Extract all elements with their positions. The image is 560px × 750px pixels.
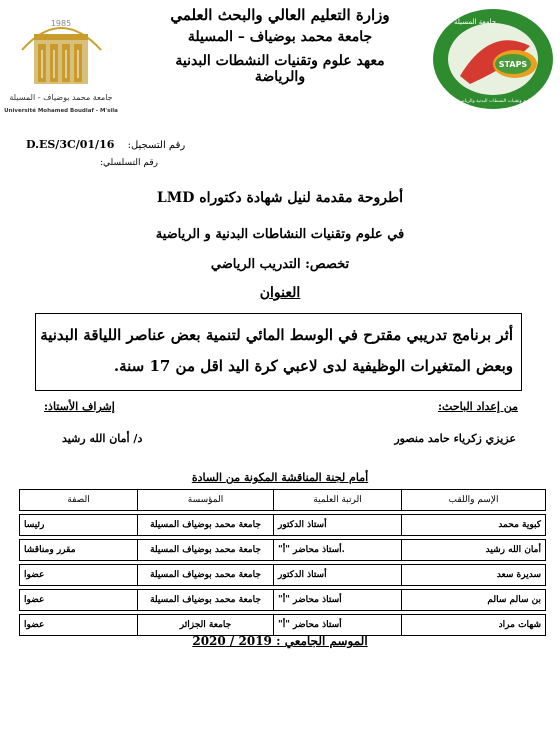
table-row	[20, 590, 546, 611]
registration-line	[26, 138, 185, 151]
member-institution: جامعة محمد بوضياف المسيلة	[138, 590, 274, 611]
header-institution: المؤسسة	[138, 490, 274, 511]
member-rank: أستاذ محاضر "أ"	[274, 615, 402, 636]
logo-text-ar: جامعة محمد بوضياف - المسيلة	[9, 93, 113, 102]
header-role: الصفة	[20, 490, 138, 511]
thesis-field: في علوم وتقنيات النشاطات البدنية و الرياضية	[155, 227, 405, 242]
student-name: عزيزي زكرياء حامد منصور	[394, 432, 516, 445]
table-row	[20, 540, 546, 561]
table-row	[20, 565, 546, 586]
member-name: سديرة سعد	[402, 565, 546, 586]
member-rank: أستاذ محاضر "أ"	[274, 590, 402, 611]
registration-label: رقم التسجيل:	[127, 140, 186, 151]
member-rank: أستاذ الدكتور	[274, 515, 402, 536]
prepared-by-label: من إعداد الباحث:	[437, 400, 518, 413]
member-rank: .أستاذ محاضر "أ"	[274, 540, 402, 561]
institute-title: معهد علوم وتقنيات النشطات البدنية والرياضة	[175, 53, 385, 85]
thesis-title: أثر برنامج تدريبي مقترح في الوسط المائي لتنمية بعض عناصر اللياقة البدنية وبعض المتغيرات الوظيفية لدى لاعبي كرة اليد اقل من 17 سنة.	[40, 326, 513, 375]
committee-header-row	[20, 490, 546, 511]
member-institution: جامعة محمد بوضياف المسيلة	[138, 540, 274, 561]
member-institution: جامعة الجزائر	[138, 615, 274, 636]
member-role: عضوا	[20, 590, 138, 611]
university-title: جامعة محمد بوضياف – المسيلة	[187, 29, 373, 45]
member-role: عضوا	[20, 565, 138, 586]
title-label: العنوان	[259, 285, 301, 301]
university-logo	[4, 4, 119, 124]
thesis-specialty: تخصص: التدريب الرياضي	[210, 257, 350, 272]
thesis-degree: أطروحة مقدمة لنيل شهادة دكتوراه LMD	[156, 190, 404, 206]
member-rank: أستاذ الدكتور	[274, 565, 402, 586]
thesis-title-box	[35, 313, 522, 391]
member-name: أمان الله رشيد	[402, 540, 546, 561]
table-row	[20, 515, 546, 536]
staps-arc-text: جامعة المسيلة	[453, 18, 497, 26]
header-name: الإسم واللقب	[402, 490, 546, 511]
staps-bottom-text: معهد علوم وتقنيات النشطات البدنية والرياضية	[457, 99, 543, 104]
supervisor-name: د/ أمان الله رشيد	[62, 432, 143, 445]
member-name: بن سالم سالم	[402, 590, 546, 611]
supervision-label: إشراف الأستاذ:	[44, 400, 115, 413]
member-institution: جامعة محمد بوضياف المسيلة	[138, 515, 274, 536]
member-role: مقرر ومناقشا	[20, 540, 138, 561]
logo-text-fr: Université Mohamed Boudiaf - M'sila	[4, 108, 118, 114]
staps-badge: STAPS	[498, 60, 528, 69]
member-role: رئيسا	[20, 515, 138, 536]
logo-year: 1985	[50, 19, 72, 28]
academic-season: الموسم الجامعي : 2019 / 2020	[192, 634, 368, 648]
staps-logo	[430, 6, 556, 112]
registration-value: D.ES/3C/01/16	[26, 138, 115, 151]
member-name: شهات مراد	[402, 615, 546, 636]
ministry-title: وزارة التعليم العالي والبحث العلمي	[170, 6, 390, 24]
serial-label: رقم التسلسلي:	[100, 158, 159, 168]
member-role: عضوا	[20, 615, 138, 636]
header-rank: الرتبة العلمية	[274, 490, 402, 511]
committee-title: أمام لجنة المناقشة المكونة من السادة	[191, 471, 369, 484]
member-name: كبوية محمد	[402, 515, 546, 536]
member-institution: جامعة محمد بوضياف المسيلة	[138, 565, 274, 586]
table-row	[20, 615, 546, 636]
committee-table	[19, 486, 546, 636]
